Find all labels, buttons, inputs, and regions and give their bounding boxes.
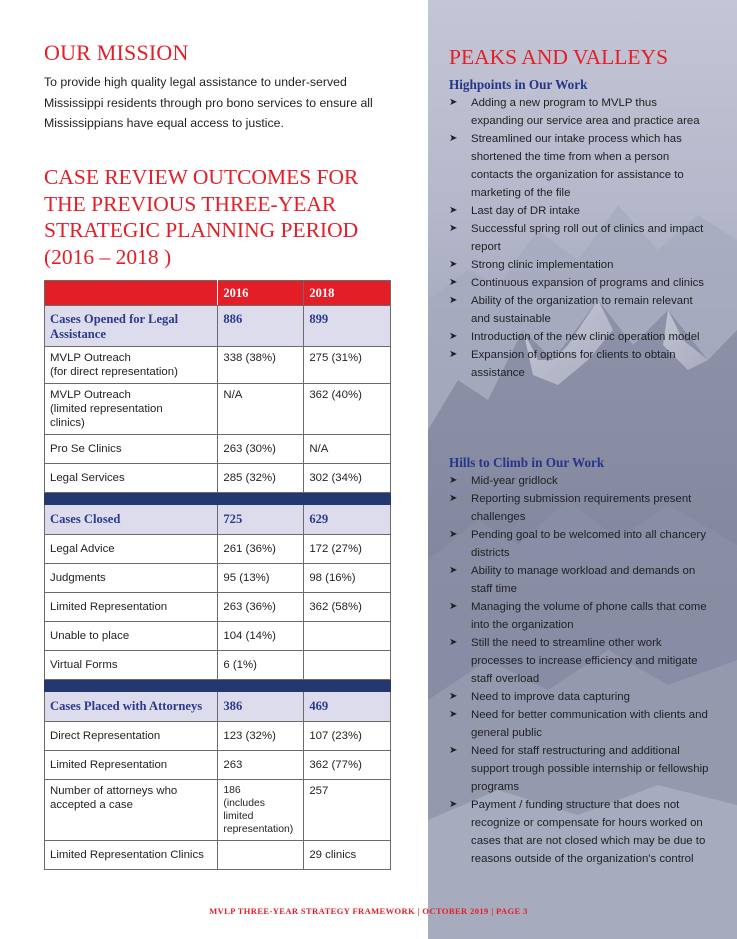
bullet-item xyxy=(449,202,711,220)
highpoints-heading: Highpoints in Our Work xyxy=(449,77,588,92)
section-divider-band xyxy=(45,493,391,505)
bullet-text: Ability of the organization to remain relevant and sustainable xyxy=(471,295,693,325)
group-2016-cell: 386 xyxy=(218,692,304,722)
row-2016-cell: 338 (38%) xyxy=(218,347,304,384)
row-2016-cell: 263 (36%) xyxy=(218,593,304,622)
group-label-cell: Cases Opened for Legal Assistance xyxy=(45,306,218,347)
bullet-item xyxy=(449,346,711,382)
row-label-cell: Judgments xyxy=(45,564,218,593)
row-2016-cell: 263 xyxy=(218,751,304,780)
bullet-item xyxy=(449,130,711,202)
bullet-text: Adding a new program to MVLP thus expanding our service area and practice area xyxy=(471,97,700,127)
arrowhead-bullet-icon: ➤ xyxy=(449,637,458,648)
bullet-item xyxy=(449,328,711,346)
arrowhead-bullet-icon: ➤ xyxy=(449,709,458,720)
bullet-item xyxy=(449,688,711,706)
table-header-row xyxy=(45,281,391,306)
bullet-item xyxy=(449,706,711,742)
bullet-item xyxy=(449,562,711,598)
row-2016-cell: 263 (30%) xyxy=(218,435,304,464)
row-label-cell: Limited Representation xyxy=(45,751,218,780)
arrowhead-bullet-icon: ➤ xyxy=(449,295,458,306)
bullet-text: Need to improve data capturing xyxy=(471,691,630,703)
row-2016-cell: 104 (14%) xyxy=(218,622,304,651)
arrowhead-bullet-icon: ➤ xyxy=(449,529,458,540)
row-2018-cell: 302 (34%) xyxy=(304,464,391,493)
table-row xyxy=(45,780,391,841)
bullet-item xyxy=(449,634,711,688)
arrowhead-bullet-icon: ➤ xyxy=(449,475,458,486)
arrowhead-bullet-icon: ➤ xyxy=(449,349,458,360)
divider-cell xyxy=(304,493,391,505)
row-label-cell: Direct Representation xyxy=(45,722,218,751)
group-2018-cell: 899 xyxy=(304,306,391,347)
group-label-cell: Cases Placed with Attorneys xyxy=(45,692,218,722)
bullet-text: Pending goal to be welcomed into all chancery districts xyxy=(471,529,706,559)
bullet-item xyxy=(449,274,711,292)
hills-list xyxy=(449,472,711,868)
table-row xyxy=(45,347,391,384)
row-2018-cell: 275 (31%) xyxy=(304,347,391,384)
table-row xyxy=(45,464,391,493)
arrowhead-bullet-icon: ➤ xyxy=(449,691,458,702)
bullet-text: Ability to manage workload and demands on staff time xyxy=(471,565,696,595)
divider-cell xyxy=(304,680,391,692)
bullet-item xyxy=(449,598,711,634)
group-2018-cell: 629 xyxy=(304,505,391,535)
row-2018-cell: 107 (23%) xyxy=(304,722,391,751)
arrowhead-bullet-icon: ➤ xyxy=(449,799,458,810)
bullet-text: Expansion of options for clients to obtain assistance xyxy=(471,349,676,379)
row-2016-cell: N/A xyxy=(218,384,304,435)
arrowhead-bullet-icon: ➤ xyxy=(449,97,458,108)
bullet-text: Mid-year gridlock xyxy=(471,475,558,487)
row-2016-cell: 186 (includes limited representation) xyxy=(218,780,304,841)
table-row xyxy=(45,564,391,593)
table-row xyxy=(45,722,391,751)
highpoints-list xyxy=(449,94,711,382)
table-row xyxy=(45,384,391,435)
bullet-text: Need for better communication with clients and general public xyxy=(471,709,708,739)
row-2018-cell: 172 (27%) xyxy=(304,535,391,564)
bullet-item xyxy=(449,94,711,130)
row-2016-cell: 95 (13%) xyxy=(218,564,304,593)
row-label-cell: Legal Services xyxy=(45,464,218,493)
page-footer xyxy=(0,906,737,916)
bullet-item xyxy=(449,256,711,274)
bullet-text: Streamlined our intake process which has shortened the time from when a person contacts the organization for assistance to marketing of the file xyxy=(471,133,684,199)
table-row xyxy=(45,751,391,780)
table-row xyxy=(45,651,391,680)
bullet-text: Successful spring roll out of clinics and impact report xyxy=(471,223,704,253)
bullet-text: Still the need to streamline other work processes to increase efficiency and mitigate staff overload xyxy=(471,637,698,685)
row-2018-cell: 29 clinics xyxy=(304,841,391,870)
arrowhead-bullet-icon: ➤ xyxy=(449,331,458,342)
mission-text: To provide high quality legal assistance to under-served Mississippi residents through pro bono services to ensure all Mississippians have equal access to justice. xyxy=(44,75,373,130)
table-row xyxy=(45,593,391,622)
footer-text: MVLP THREE-YEAR STRATEGY FRAMEWORK | OCTOBER 2019 | PAGE 3 xyxy=(209,906,528,916)
bullet-item xyxy=(449,490,711,526)
bullet-item xyxy=(449,472,711,490)
bullet-item xyxy=(449,292,711,328)
row-label-cell: Legal Advice xyxy=(45,535,218,564)
row-2016-cell: 261 (36%) xyxy=(218,535,304,564)
bullet-text: Introduction of the new clinic operation model xyxy=(471,331,700,343)
row-label-cell: Number of attorneys who accepted a case xyxy=(45,780,218,841)
divider-cell xyxy=(218,493,304,505)
arrowhead-bullet-icon: ➤ xyxy=(449,745,458,756)
arrowhead-bullet-icon: ➤ xyxy=(449,601,458,612)
table-row xyxy=(45,841,391,870)
bullet-item xyxy=(449,220,711,256)
group-label-cell: Cases Closed xyxy=(45,505,218,535)
row-2018-cell: N/A xyxy=(304,435,391,464)
divider-cell xyxy=(218,680,304,692)
arrowhead-bullet-icon: ➤ xyxy=(449,565,458,576)
row-2016-cell: 6 (1%) xyxy=(218,651,304,680)
arrowhead-bullet-icon: ➤ xyxy=(449,259,458,270)
header-cell-blank xyxy=(45,281,218,306)
bullet-text: Managing the volume of phone calls that come into the organization xyxy=(471,601,707,631)
row-2016-cell: 123 (32%) xyxy=(218,722,304,751)
table-row xyxy=(45,622,391,651)
row-2018-cell xyxy=(304,622,391,651)
row-2018-cell: 362 (40%) xyxy=(304,384,391,435)
arrowhead-bullet-icon: ➤ xyxy=(449,277,458,288)
outcomes-title-line: CASE REVIEW OUTCOMES FOR xyxy=(44,165,359,189)
row-label-cell: Virtual Forms xyxy=(45,651,218,680)
group-2018-cell: 469 xyxy=(304,692,391,722)
header-cell-2018: 2018 xyxy=(304,281,391,306)
row-2018-cell xyxy=(304,651,391,680)
row-label-cell: Pro Se Clinics xyxy=(45,435,218,464)
divider-cell xyxy=(45,493,218,505)
row-label-cell: Limited Representation xyxy=(45,593,218,622)
group-2016-cell: 886 xyxy=(218,306,304,347)
outcomes-title-line: (2016 – 2018 ) xyxy=(44,244,172,269)
group-header-row xyxy=(45,306,391,347)
row-2018-cell: 362 (58%) xyxy=(304,593,391,622)
row-2018-cell: 257 xyxy=(304,780,391,841)
arrowhead-bullet-icon: ➤ xyxy=(449,223,458,234)
row-label-cell: Limited Representation Clinics xyxy=(45,841,218,870)
outcomes-title-line: THE PREVIOUS THREE-YEAR xyxy=(44,191,337,216)
bullet-text: Strong clinic implementation xyxy=(471,259,614,271)
bullet-text: Reporting submission requirements present challenges xyxy=(471,493,692,523)
header-cell-2016: 2016 xyxy=(218,281,304,306)
row-label-cell: MVLP Outreach (limited representation clinics) xyxy=(45,384,218,435)
divider-cell xyxy=(45,680,218,692)
bullet-item xyxy=(449,526,711,562)
row-label-cell: Unable to place xyxy=(45,622,218,651)
row-2018-cell: 98 (16%) xyxy=(304,564,391,593)
arrowhead-bullet-icon: ➤ xyxy=(449,493,458,504)
row-2018-cell: 362 (77%) xyxy=(304,751,391,780)
case-table-body xyxy=(45,281,391,870)
mission-title: OUR MISSION xyxy=(44,40,189,65)
bullet-text: Last day of DR intake xyxy=(471,205,580,217)
row-2016-cell xyxy=(218,841,304,870)
peaks-title: PEAKS AND VALLEYS xyxy=(449,45,669,69)
table-row xyxy=(45,535,391,564)
outcomes-title xyxy=(44,164,404,270)
bullet-text: Continuous expansion of programs and clinics xyxy=(471,277,705,289)
arrowhead-bullet-icon: ➤ xyxy=(449,205,458,216)
group-header-row xyxy=(45,505,391,535)
hills-heading: Hills to Climb in Our Work xyxy=(449,455,605,470)
case-outcomes-table xyxy=(44,280,391,870)
outcomes-title-line: STRATEGIC PLANNING PERIOD xyxy=(44,218,359,242)
bullet-item xyxy=(449,742,711,796)
bullet-text: Payment / funding structure that does not recognize or compensate for hours worked on cases that are not closed which may be due to reasons outside of the organization's control xyxy=(471,799,706,865)
bullet-item xyxy=(449,796,711,868)
row-2016-cell: 285 (32%) xyxy=(218,464,304,493)
group-2016-cell: 725 xyxy=(218,505,304,535)
row-label-cell: MVLP Outreach (for direct representation) xyxy=(45,347,218,384)
section-divider-band xyxy=(45,680,391,692)
table-row xyxy=(45,435,391,464)
bullet-text: Need for staff restructuring and additional support trough possible internship or fellowship programs xyxy=(471,745,709,793)
arrowhead-bullet-icon: ➤ xyxy=(449,133,458,144)
group-header-row xyxy=(45,692,391,722)
